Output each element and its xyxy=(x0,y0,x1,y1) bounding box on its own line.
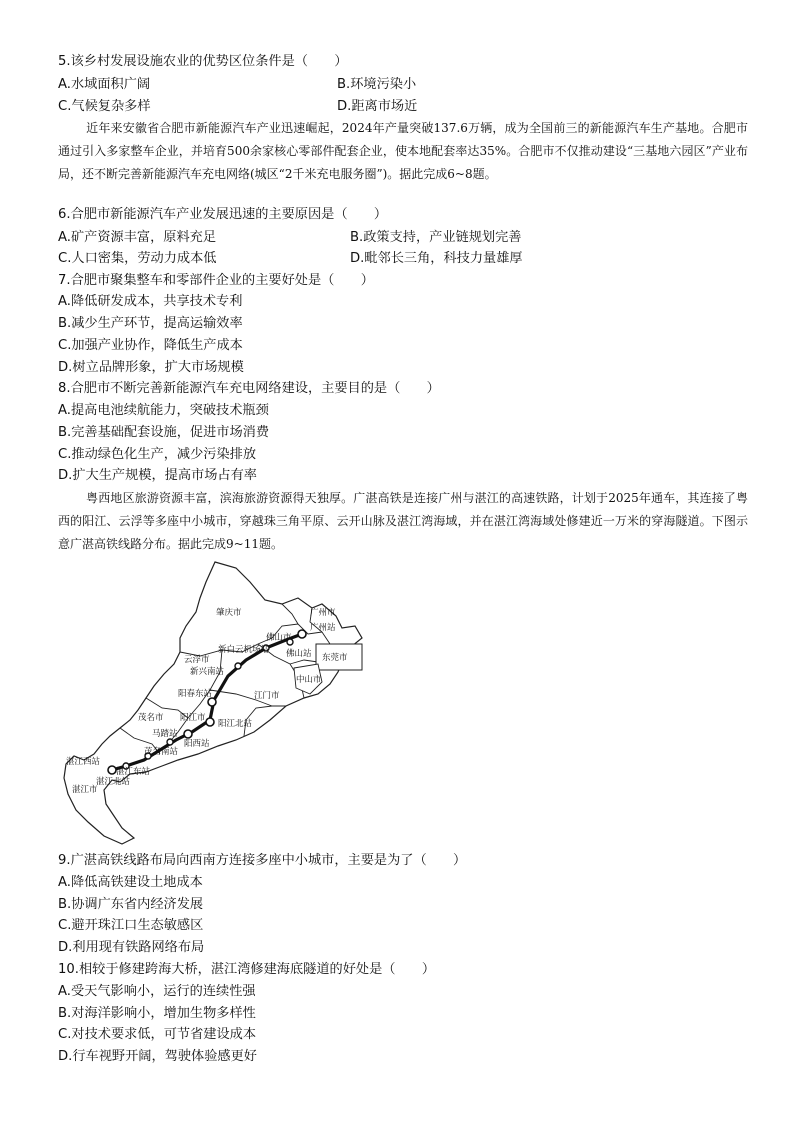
q7-option-c: C.加强产业协作，降低生产成本 xyxy=(58,338,243,353)
station-xinxingnan xyxy=(235,663,241,669)
q10-stem: 10.相较于修建跨海大桥，湛江湾修建海底隧道的好处是（ ） xyxy=(58,962,436,977)
station-yangchundong xyxy=(208,698,216,706)
q5-option-a: A.水域面积广阔 xyxy=(58,77,151,92)
q8-option-b: B.完善基础配套设施，促进市场消费 xyxy=(58,425,270,440)
station-guangzhou xyxy=(298,630,306,638)
q6-option-a: A.矿产资源丰富，原料充足 xyxy=(58,230,217,245)
passage-guangzhan xyxy=(58,487,748,556)
q7-stem: 7.合肥市聚集整车和零部件企业的主要好处是（ ） xyxy=(58,273,374,288)
q10-option-d: D.行车视野开阔，驾驶体验感更好 xyxy=(58,1049,257,1064)
q5-option-c: C.气候复杂多样 xyxy=(58,99,151,114)
q9-option-d: D.利用现有铁路网络布局 xyxy=(58,940,205,955)
station-zhanjiangxi xyxy=(108,766,116,774)
q5-option-b: B.环境污染小 xyxy=(337,77,417,92)
q8-stem: 8.合肥市不断完善新能源汽车充电网络建设，主要目的是（ ） xyxy=(58,381,440,396)
label-xinbaiyun: 新白云机场站 xyxy=(218,645,270,655)
q9-option-b: B.协调广东省内经济发展 xyxy=(58,897,204,912)
label-foshan-city: 佛山市 xyxy=(266,633,292,643)
q5-stem: 5.该乡村发展设施农业的优势区位条件是（ ） xyxy=(58,54,348,69)
label-guangzhou-station: 广州站 xyxy=(310,623,336,633)
q6-option-d: D.毗邻长三角，科技力量雄厚 xyxy=(350,251,523,266)
label-dongguan: 东莞市 xyxy=(322,653,348,663)
q6-option-b: B.政策支持，产业链规划完善 xyxy=(350,230,522,245)
passage-hefei-text: 近年来安徽省合肥市新能源汽车产业迅速崛起，2024年产量突破137.6万辆，成为全国前三的新能源汽车生产基地。合肥市通过引入多家整车企业，并培育500余家核心零部件配套企业，使本地配套率达35%。合肥市不仅推动建设“三基地六园区”产业布局，还不断完善新能源汽车充电网络(城区“2千米充电服务圈”)。据此完成6~8题。 xyxy=(58,121,748,181)
label-xinxingnan: 新兴南站 xyxy=(190,667,225,677)
q10-option-b: B.对海洋影响小，增加生物多样性 xyxy=(58,1006,256,1021)
label-malu: 马踏站 xyxy=(152,729,178,739)
q9-option-c: C.避开珠江口生态敏感区 xyxy=(58,918,204,933)
q10-option-c: C.对技术要求低，可节省建设成本 xyxy=(58,1027,257,1042)
q6-option-c: C.人口密集，劳动力成本低 xyxy=(58,251,217,266)
label-yangjiang: 阳江市 xyxy=(180,713,206,723)
station-yangxinan xyxy=(184,730,192,738)
q5-option-d: D.距离市场近 xyxy=(337,99,418,114)
q9-stem: 9.广湛高铁线路布局向西南方连接多座中小城市，主要是为了（ ） xyxy=(58,853,467,868)
label-zhanjiangdong: 湛江东站 xyxy=(116,767,151,777)
q7-option-b: B.减少生产环节，提高运输效率 xyxy=(58,316,243,331)
q8-option-c: C.推动绿色化生产，减少污染排放 xyxy=(58,447,257,462)
label-guangzhou-city: 广州市 xyxy=(310,608,336,618)
q8-option-d: D.扩大生产规模，提高市场占有率 xyxy=(58,468,257,483)
label-zhongshan: 中山市 xyxy=(296,675,322,685)
railway-map xyxy=(60,560,395,845)
label-yangxinan: 阳西站 xyxy=(184,739,210,749)
label-zhanjiangbei: 湛江北站 xyxy=(96,777,131,787)
label-maomingnan: 茂名南站 xyxy=(144,747,179,757)
label-zhaoqing: 肇庆市 xyxy=(216,608,242,618)
label-yangjiangbei: 阳江北站 xyxy=(218,719,253,729)
label-yangchundong: 阳春东站 xyxy=(178,689,213,699)
label-zhanjiang-city: 湛江市 xyxy=(72,785,98,795)
railway-map-svg xyxy=(60,560,395,845)
q7-option-a: A.降低研发成本，共享技术专利 xyxy=(58,294,243,309)
q10-option-a: A.受天气影响小，运行的连续性强 xyxy=(58,984,256,999)
passage-guangzhan-text: 粤西地区旅游资源丰富，滨海旅游资源得天独厚。广湛高铁是连接广州与湛江的高速铁路，计划于2025年通车，其连接了粤西的阳江、云浮等多座中小城市，穿越珠三角平原、云开山脉及湛江湾海域，并在湛江湾海域处修建近一万米的穿海隧道。下图示意广湛高铁线路分布。据此完成9~11题。 xyxy=(58,491,748,551)
q6-stem: 6.合肥市新能源汽车产业发展迅速的主要原因是（ ） xyxy=(58,207,388,222)
label-jiangmen: 江门市 xyxy=(254,691,280,701)
label-zhanjiangxi: 湛江西站 xyxy=(66,757,101,767)
q7-option-d: D.树立品牌形象，扩大市场规模 xyxy=(58,360,244,375)
label-foshan-station: 佛山站 xyxy=(286,649,312,659)
label-yunfu: 云浮市 xyxy=(184,655,210,665)
station-yangjiangbei xyxy=(206,718,214,726)
label-maoming: 茂名市 xyxy=(138,713,164,723)
passage-hefei xyxy=(58,117,748,186)
q8-option-a: A.提高电池续航能力，突破技术瓶颈 xyxy=(58,403,269,418)
q9-option-a: A.降低高铁建设土地成本 xyxy=(58,875,203,890)
station-malu xyxy=(167,739,173,745)
